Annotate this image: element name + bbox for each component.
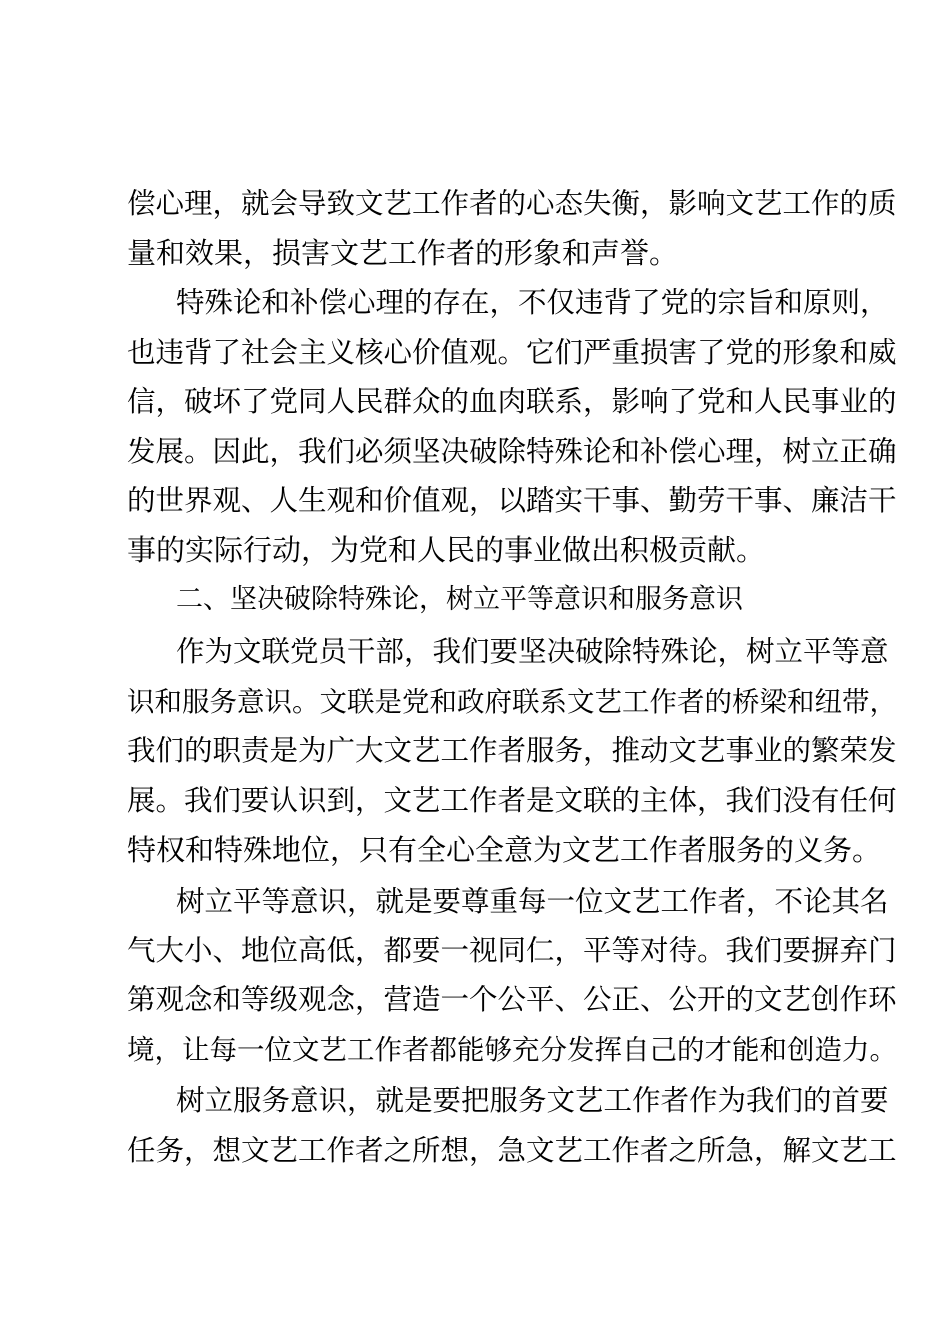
text-line: 任务，想文艺工作者之所想，急文艺工作者之所急，解文艺工 <box>127 1134 897 1167</box>
text-line: 事的实际行动，为党和人民的事业做出积极贡献。 <box>127 533 766 567</box>
text-line: 第观念和等级观念，营造一个公平、公正、公开的文艺创作环 <box>127 983 897 1016</box>
text-line: 我们的职责是为广大文艺工作者服务，推动文艺事业的繁荣发 <box>127 734 897 767</box>
text-line: 境，让每一位文艺工作者都能够充分发挥自己的才能和创造力。 <box>127 1034 897 1066</box>
text-line: 量和效果，损害文艺工作者的形象和声誉。 <box>127 236 679 270</box>
text-line: 发展。因此，我们必须坚决破除特殊论和补偿心理，树立正确 <box>127 435 897 468</box>
text-line: 的世界观、人生观和价值观，以踏实干事、勤劳干事、廉洁干 <box>127 484 897 517</box>
paragraph-first-line: 树立服务意识，就是要把服务文艺工作者作为我们的首要 <box>176 1084 889 1117</box>
text-line: 也违背了社会主义核心价值观。它们严重损害了党的形象和威 <box>127 336 897 369</box>
paragraph-first-line: 特殊论和补偿心理的存在，不仅违背了党的宗旨和原则， <box>176 286 889 319</box>
section-heading: 二、坚决破除特殊论，树立平等意识和服务意识 <box>176 584 743 615</box>
text-line: 信，破坏了党同人民群众的血肉联系，影响了党和人民事业的 <box>127 385 897 418</box>
text-line: 偿心理，就会导致文艺工作者的心态失衡，影响文艺工作的质 <box>127 187 897 220</box>
text-line: 特权和特殊地位，只有全心全意为文艺工作者服务的义务。 <box>127 833 882 867</box>
paragraph-first-line: 作为文联党员干部，我们要坚决破除特殊论，树立平等意 <box>176 635 889 668</box>
paragraph-first-line: 树立平等意识，就是要尊重每一位文艺工作者，不论其名 <box>176 885 889 918</box>
text-line: 展。我们要认识到，文艺工作者是文联的主体，我们没有任何 <box>127 784 897 817</box>
text-line: 识和服务意识。文联是党和政府联系文艺工作者的桥梁和纽带， <box>127 686 897 718</box>
text-line: 气大小、地位高低，都要一视同仁，平等对待。我们要摒弃门 <box>127 934 897 967</box>
